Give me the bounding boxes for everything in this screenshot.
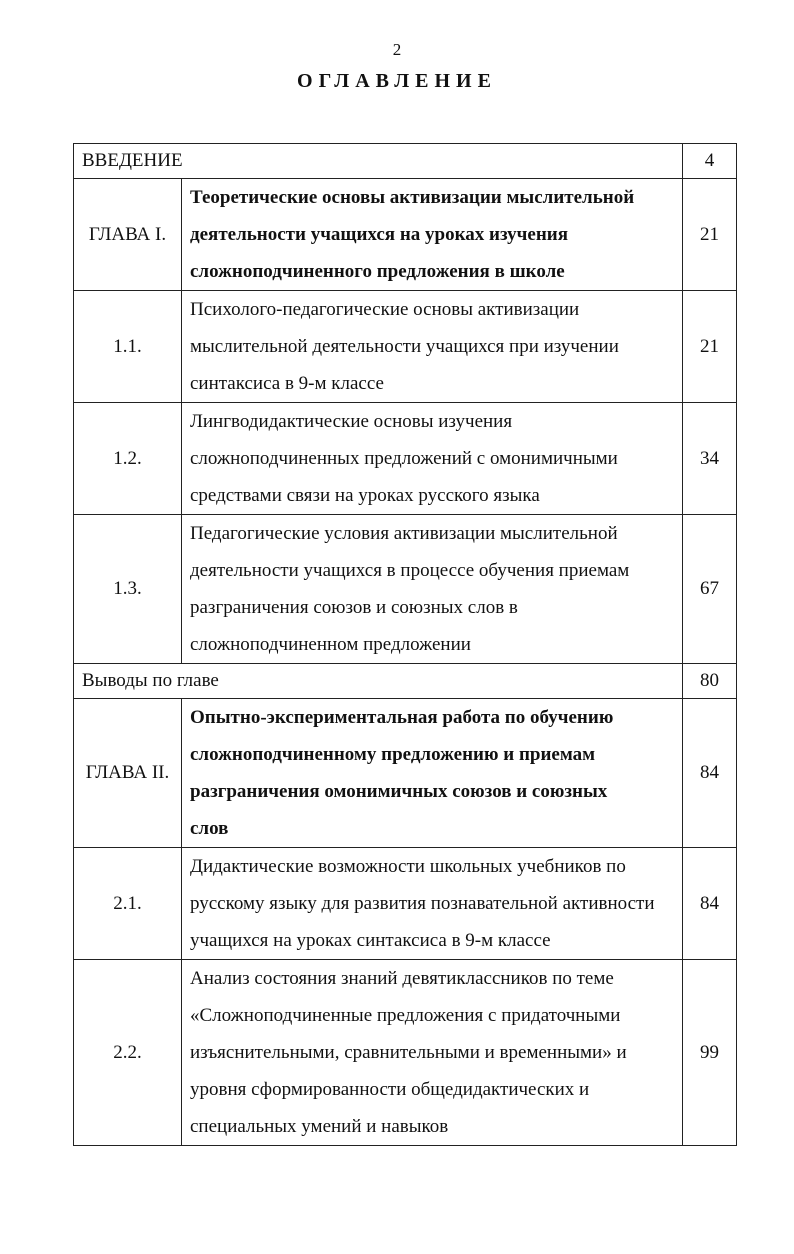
toc-number: 1.1. bbox=[74, 291, 182, 403]
toc-row-section-1-2 bbox=[74, 403, 737, 515]
toc-row-section-2-1 bbox=[74, 848, 737, 960]
toc-number: 1.3. bbox=[74, 515, 182, 664]
toc-title: Выводы по главе bbox=[74, 664, 683, 699]
toc-title bbox=[182, 291, 683, 403]
toc-title-line: русскому языку для развития познавательной активности bbox=[190, 893, 655, 914]
toc-number: 2.2. bbox=[74, 960, 182, 1146]
toc-title-line: Теоретические основы активизации мыслительной bbox=[190, 187, 635, 208]
toc-page: 99 bbox=[683, 960, 737, 1146]
toc-title-line: слов bbox=[190, 818, 229, 839]
toc-title bbox=[182, 699, 683, 848]
toc-row-section-2-2 bbox=[74, 960, 737, 1146]
toc-title-line: сложноподчиненных предложений с омонимичными bbox=[190, 448, 618, 469]
page-number: 2 bbox=[392, 40, 402, 59]
toc-row-section-1-3 bbox=[74, 515, 737, 664]
toc-title-line: мыслительной деятельности учащихся при изучении bbox=[190, 336, 619, 357]
toc-page: 80 bbox=[683, 664, 737, 699]
toc-number: 1.2. bbox=[74, 403, 182, 515]
toc-title-line: учащихся на уроках синтаксиса в 9-м классе bbox=[190, 930, 551, 951]
toc-title-line: деятельности учащихся в процессе обучения приемам bbox=[190, 560, 630, 581]
toc-page: 67 bbox=[683, 515, 737, 664]
toc-page: 21 bbox=[683, 291, 737, 403]
toc-row-chapter-1 bbox=[74, 179, 737, 291]
toc-title-line: разграничения омонимичных союзов и союзных bbox=[190, 781, 608, 802]
toc-number: ГЛАВА I. bbox=[74, 179, 182, 291]
toc-title bbox=[182, 848, 683, 960]
toc-title bbox=[182, 179, 683, 291]
toc-title-line: сложноподчиненном предложении bbox=[190, 634, 471, 655]
toc-row-section-1-1 bbox=[74, 291, 737, 403]
toc-title-line: Лингводидактические основы изучения bbox=[190, 411, 513, 432]
toc-row-conclusions bbox=[74, 664, 737, 699]
toc-title-line: разграничения союзов и союзных слов в bbox=[190, 597, 518, 618]
toc-number: ГЛАВА II. bbox=[74, 699, 182, 848]
page-title: ОГЛАВЛЕНИЕ bbox=[297, 70, 497, 92]
toc-page: 21 bbox=[683, 179, 737, 291]
toc-title-line: Опытно-экспериментальная работа по обучению bbox=[190, 707, 614, 728]
toc-title-line: сложноподчиненного предложения в школе bbox=[190, 261, 565, 282]
toc-title bbox=[182, 403, 683, 515]
toc-page: 4 bbox=[683, 144, 737, 179]
toc-row-introduction bbox=[74, 144, 737, 179]
toc-title-line: сложноподчиненному предложению и приемам bbox=[190, 744, 596, 765]
toc-title-line: специальных умений и навыков bbox=[190, 1116, 449, 1137]
toc-title-line: средствами связи на уроках русского языка bbox=[190, 485, 540, 506]
toc-title-line: изъяснительными, сравнительными и временными» и bbox=[190, 1042, 627, 1063]
toc-page: 84 bbox=[683, 699, 737, 848]
toc-title-line: деятельности учащихся на уроках изучения bbox=[190, 224, 569, 245]
toc-title-line: «Сложноподчиненные предложения с придаточными bbox=[190, 1005, 621, 1026]
toc-title-line: Анализ состояния знаний девятиклассников по теме bbox=[190, 968, 614, 989]
toc-number: 2.1. bbox=[74, 848, 182, 960]
toc-title-line: уровня сформированности общедидактических и bbox=[190, 1079, 590, 1100]
toc-title-line: Педагогические условия активизации мыслительной bbox=[190, 523, 618, 544]
toc-title-line: Психолого-педагогические основы активизации bbox=[190, 299, 580, 320]
toc-title bbox=[182, 515, 683, 664]
table-of-contents bbox=[73, 143, 737, 1146]
toc-page: 84 bbox=[683, 848, 737, 960]
toc-title-line: Дидактические возможности школьных учебников по bbox=[190, 856, 626, 877]
toc-title bbox=[182, 960, 683, 1146]
toc-title-line: синтаксиса в 9-м классе bbox=[190, 373, 384, 394]
toc-row-chapter-2 bbox=[74, 699, 737, 848]
toc-title: ВВЕДЕНИЕ bbox=[74, 144, 683, 179]
toc-page: 34 bbox=[683, 403, 737, 515]
